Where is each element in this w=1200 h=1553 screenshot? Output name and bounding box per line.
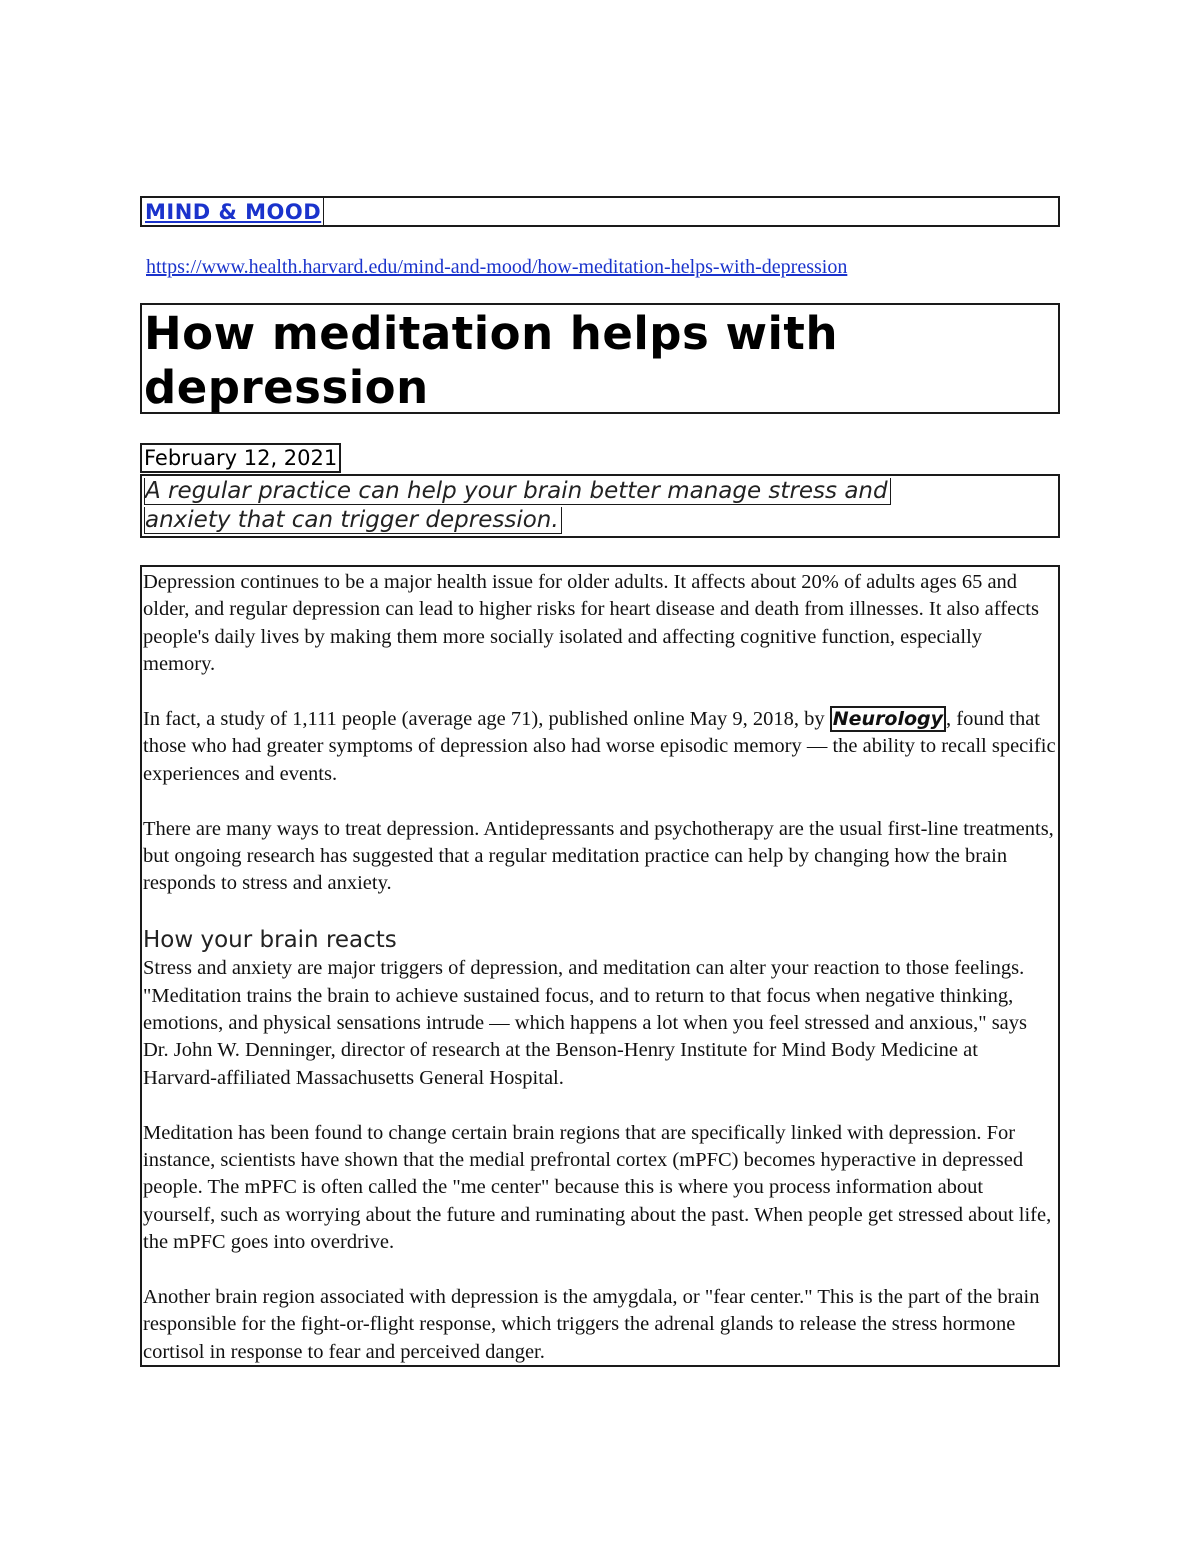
document-page bbox=[140, 196, 1060, 1367]
section-tag-box bbox=[140, 196, 1060, 227]
paragraph-2-before: In fact, a study of 1,111 people (average age 71), published online May 9, 2018, by bbox=[143, 708, 830, 731]
title-box bbox=[140, 303, 1060, 414]
paragraph-3: There are many ways to treat depression. Antidepressants and psychotherapy are the usual first-line treatments, but ongoing research has suggested that a regular meditation practice can help by changing how the brain responds to stress and anxiety. bbox=[143, 817, 1054, 895]
source-url-link[interactable]: https://www.health.harvard.edu/mind-and-mood/how-meditation-helps-with-depression bbox=[146, 256, 848, 278]
journal-name: Neurology bbox=[830, 706, 946, 732]
paragraph-6: Another brain region associated with depression is the amygdala, or "fear center." This is the part of the brain responsible for the fight-or-flight response, which triggers the adrenal glands to release the stress hormone cortisol in response to fear and perceived danger. bbox=[143, 1286, 1040, 1363]
section-heading: How your brain reacts bbox=[143, 927, 397, 954]
subtitle-box bbox=[140, 474, 1060, 538]
subtitle-line-2: anxiety that can trigger depression. bbox=[144, 507, 562, 534]
paragraph-2 bbox=[143, 706, 1056, 788]
subtitle-line-1: A regular practice can help your brain better manage stress and bbox=[144, 478, 891, 505]
paragraph-2-after: , found that those who had greater symptoms of depression also had worse episodic memory — the ability to recall specific experiences and events. bbox=[143, 708, 1056, 785]
paragraph-5: Meditation has been found to change certain brain regions that are specifically linked with depression. For instance, scientists have shown that the medial prefrontal cortex (mPFC) becomes hyperactive in depressed people. The mPFC is often called the "me center" because this is where you process information about yourself, such as worrying about the future and ruminating about the past. When people get stressed about life, the mPFC goes into overdrive. bbox=[143, 1121, 1052, 1254]
article-date: February 12, 2021 bbox=[140, 443, 341, 473]
article-title: How meditation helps with depression bbox=[144, 307, 838, 414]
article-body bbox=[140, 565, 1060, 1367]
article-subtitle bbox=[144, 477, 1056, 535]
section-link[interactable]: MIND & MOOD bbox=[142, 198, 324, 227]
paragraph-4: Stress and anxiety are major triggers of depression, and meditation can alter your reaction to those feelings. "Meditation trains the brain to achieve sustained focus, and to return to that focus when negative thinking, emotions, and physical sensations intrude — which happens a lot when you feel stressed and anxious," says Dr. John W. Denninger, director of research at the Benson-Henry Institute for Mind Body Medicine at Harvard-affiliated Massachusetts General Hospital. bbox=[143, 957, 1028, 1089]
paragraph-1: Depression continues to be a major health issue for older adults. It affects about 20% of adults ages 65 and older, and regular depression can lead to higher risks for heart disease and death from illnesses. It also affects people's daily lives by making them more socially isolated and affecting cognitive function, especially memory. bbox=[143, 571, 1039, 676]
